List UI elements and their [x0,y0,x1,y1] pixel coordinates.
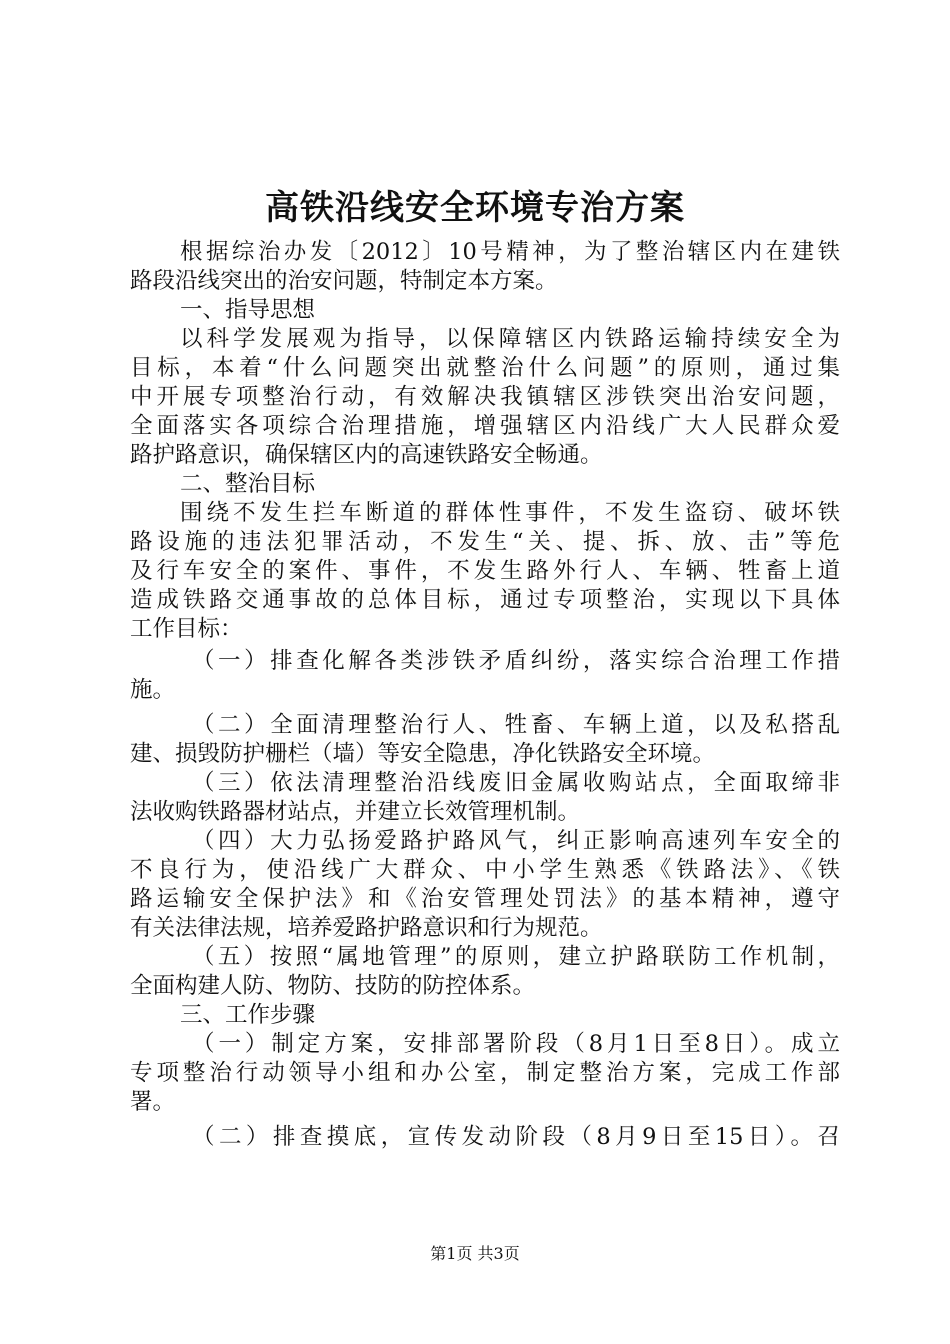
paragraph-line: （一）制定方案，安排部署阶段（8月1日至8日）。成立 [192,1031,840,1057]
paragraph-line: 二、整治目标 [180,471,316,497]
paragraph-line: 路护路意识，确保辖区内的高速铁路安全畅通。 [130,442,603,468]
paragraph-line: 不良行为，使沿线广大群众、中小学生熟悉《铁路法》、《铁 [130,857,840,883]
document-title: 高铁沿线安全环境专治方案 [265,188,685,228]
paragraph-line: 全面落实各项综合治理措施，增强辖区内沿线广大人民群众爱 [130,413,840,439]
paragraph-line: （二）排查摸底，宣传发动阶段（8月9日至15日）。召 [192,1124,840,1150]
paragraph-line: 有关法律法规，培养爱路护路意识和行为规范。 [130,915,603,941]
paragraph-line: 施。 [130,677,176,703]
paragraph-line: 一、指导思想 [180,297,316,323]
paragraph-line: 专项整治行动领导小组和办公室，制定整治方案，完成工作部 [130,1060,840,1086]
document-body [130,238,840,1152]
paragraph-line: 围绕不发生拦车断道的群体性事件，不发生盗窃、破坏铁 [180,500,840,526]
paragraph-line: 造成铁路交通事故的总体目标，通过专项整治，实现以下具体 [130,587,840,613]
paragraph-line: 中开展专项整治行动，有效解决我镇辖区涉铁突出治安问题， [130,384,840,410]
paragraph-line: 全面构建人防、物防、技防的防控体系。 [130,973,536,999]
paragraph-line: （一）排查化解各类涉铁矛盾纠纷，落实综合治理工作措 [192,648,840,674]
page-number: 第1页 共3页 [430,1244,520,1263]
paragraph-line: 以科学发展观为指导，以保障辖区内铁路运输持续安全为 [180,326,840,352]
paragraph-line: 目标，本着“什么问题突出就整治什么问题”的原则，通过集 [130,355,840,381]
paragraph-line: 及行车安全的案件、事件，不发生路外行人、车辆、牲畜上道 [130,558,840,584]
paragraph-line: 路段沿线突出的治安问题，特制定本方案。 [130,268,558,294]
paragraph-line: 工作目标： [130,616,243,642]
paragraph-line: 路设施的违法犯罪活动，不发生“关、提、拆、放、击”等危 [130,529,840,555]
paragraph-line: （二）全面清理整治行人、牲畜、车辆上道，以及私搭乱 [192,712,840,738]
paragraph-line: （三）依法清理整治沿线废旧金属收购站点，全面取缔非 [192,770,840,796]
paragraph-line: 路运输安全保护法》和《治安管理处罚法》的基本精神，遵守 [130,886,840,912]
paragraph-line: 建、损毁防护栅栏（墙）等安全隐患，净化铁路安全环境。 [130,741,716,767]
paragraph-line: （四）大力弘扬爱路护路风气，纠正影响高速列车安全的 [192,828,840,854]
paragraph-line: 署。 [130,1089,176,1115]
paragraph-line: （五）按照“属地管理”的原则，建立护路联防工作机制， [192,944,840,970]
paragraph-line: 法收购铁路器材站点，并建立长效管理机制。 [130,799,581,825]
paragraph-line: 三、工作步骤 [180,1002,316,1028]
paragraph-line: 根据综治办发〔2012〕10号精神，为了整治辖区内在建铁 [180,239,840,265]
